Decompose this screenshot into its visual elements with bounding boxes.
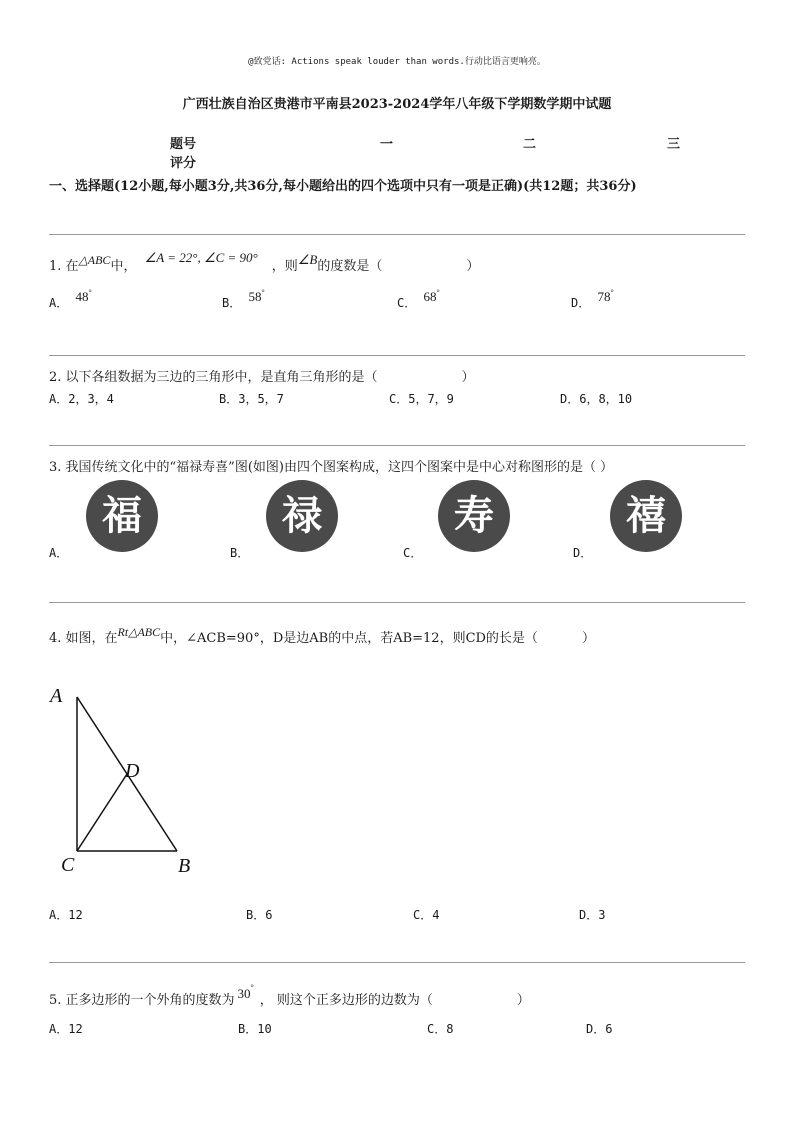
divider (49, 355, 745, 356)
q1-ask-pre: 则 (284, 259, 298, 274)
question-4 (49, 627, 595, 646)
divider (49, 602, 745, 603)
divider (49, 234, 745, 235)
section-heading: 一、选择题(12小题,每小题3分,共36分,每小题给出的四个选项中只有一项是正确)(共12题；共36分) (49, 179, 637, 194)
q4-close: ） (581, 631, 595, 646)
q3-option-a[interactable]: A． (49, 546, 69, 560)
shou-glyph: 寿 (454, 493, 494, 539)
q3-option-c[interactable]: C． (403, 546, 423, 560)
q3-option-d[interactable]: D． (573, 546, 593, 560)
question-1 (49, 250, 480, 274)
score-col-1: 一 (380, 137, 394, 152)
divider (49, 962, 745, 963)
q4-option-d[interactable]: D．3 (579, 908, 606, 922)
question-2 (49, 366, 475, 385)
q2-close: ） (461, 370, 475, 385)
score-col-3: 三 (667, 137, 681, 152)
q2-option-d[interactable]: D．6，8，10 (560, 392, 633, 406)
q1-comma: ， (271, 259, 285, 274)
score-row-label-question: 题号 (170, 137, 197, 152)
q4-triangle: Rt△ABC (117, 625, 161, 639)
q1-prefix: 1. 在 (49, 259, 79, 274)
q5-option-a[interactable]: A．12 (49, 1022, 83, 1036)
q4-option-a[interactable]: A．12 (49, 908, 83, 922)
q4-rest: 中，∠ACB=90°，D是边AB的中点，若AB=12，则CD的长是（ (160, 631, 538, 646)
q1-mid: 中， (110, 259, 137, 274)
q2-option-c[interactable]: C．5，7，9 (389, 392, 454, 406)
q1-angle: ∠B (297, 252, 318, 267)
vertex-c-label: C (61, 854, 75, 876)
question-5 (49, 983, 530, 1008)
q1-triangle: △ABC (78, 253, 111, 267)
q1-ask-post: 的度数是（ (317, 259, 383, 274)
q2-text: 2. 以下各组数据为三边的三角形中，是直角三角形的是（ (49, 370, 378, 385)
q5-prefix: 5. 正多边形的一个外角的度数为 (49, 993, 235, 1008)
q2-option-a[interactable]: A．2，3，4 (49, 392, 114, 406)
xi-glyph: 禧 (626, 493, 666, 539)
q1-condition: ∠A = 22°, ∠C = 90° (144, 250, 258, 265)
q4-prefix: 4. 如图，在 (49, 631, 118, 646)
vertex-a-label: A (50, 685, 63, 707)
question-3: 3. 我国传统文化中的“福禄寿喜”图(如图)由四个图案构成，这四个图案中是中心对称图形的是（ ） (49, 460, 614, 475)
q3-option-b[interactable]: B． (230, 546, 250, 560)
lu-glyph: 禄 (282, 493, 322, 539)
median-cd (77, 774, 127, 851)
divider (49, 445, 745, 446)
vertex-d-label: D (125, 760, 140, 782)
triangle-figure (40, 675, 220, 885)
lu-seal-image (266, 480, 338, 552)
q5-angle: 30° (237, 983, 254, 1001)
score-col-2: 二 (523, 137, 537, 152)
q5-option-c[interactable]: C．8 (427, 1022, 454, 1036)
q4-option-c[interactable]: C．4 (413, 908, 440, 922)
q5-rest: ， 则这个正多边形的边数为（ (259, 993, 433, 1008)
fu-glyph: 福 (102, 493, 142, 539)
xi-seal-image (610, 480, 682, 552)
header-note: @致党话: Actions speak louder than words.行动比语言更响亮。 (248, 57, 546, 67)
shou-seal-image (438, 480, 510, 552)
q1-option-d[interactable]: D． 78° (571, 288, 614, 310)
page-title: 广西壮族自治区贵港市平南县2023-2024学年八年级下学期数学期中试题 (182, 97, 612, 112)
q1-close: ） (466, 259, 480, 274)
q5-option-d[interactable]: D．6 (586, 1022, 613, 1036)
q2-option-b[interactable]: B．3，5，7 (219, 392, 284, 406)
fu-seal-image (86, 480, 158, 552)
vertex-b-label: B (178, 855, 191, 877)
score-row-label-score: 评分 (170, 156, 197, 171)
q1-option-a[interactable]: A． 48° (49, 288, 92, 310)
q1-option-c[interactable]: C． 68° (397, 288, 440, 310)
q4-option-b[interactable]: B．6 (246, 908, 273, 922)
q5-close: ） (516, 993, 530, 1008)
q5-option-b[interactable]: B．10 (238, 1022, 272, 1036)
q1-option-b[interactable]: B． 58° (222, 288, 265, 310)
